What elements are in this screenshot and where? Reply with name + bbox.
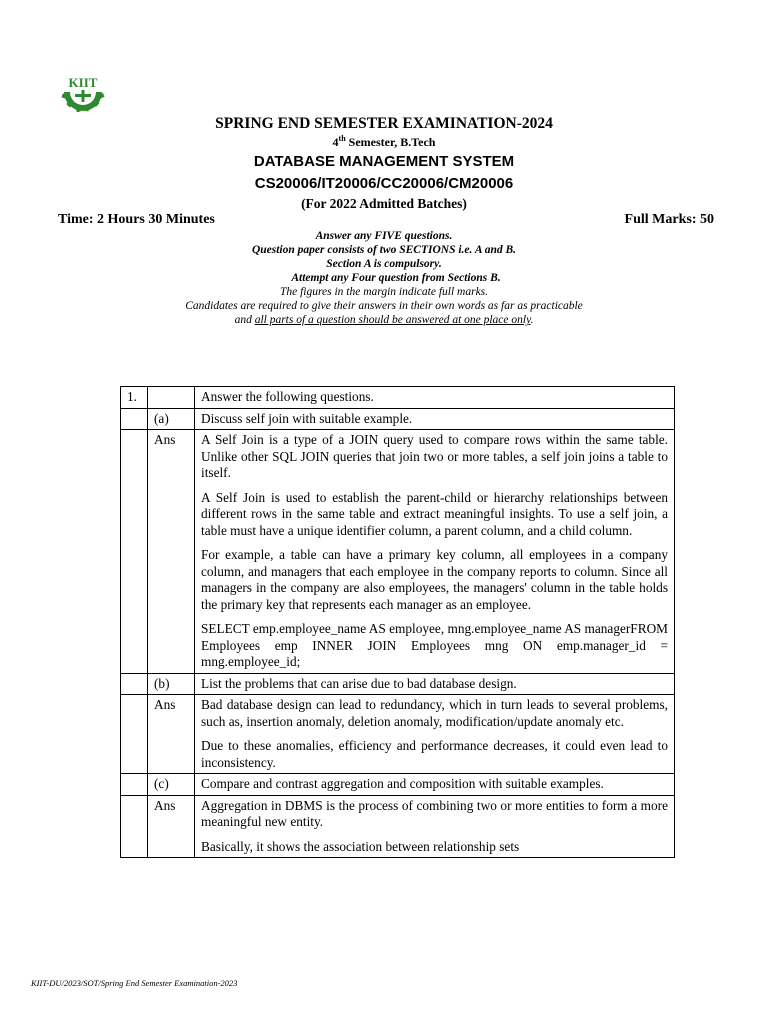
instruction-7	[0, 313, 768, 327]
answer-a	[195, 430, 675, 674]
empty-cell	[148, 387, 195, 409]
answer-paragraph: Basically, it shows the association between relationship sets	[201, 838, 520, 854]
answer-c	[195, 795, 675, 858]
full-marks: Full Marks: 50	[624, 212, 714, 227]
kiit-logo	[58, 72, 108, 112]
page-footer: KIIT-DU/2023/SOT/Spring End Semester Examination-2023	[31, 978, 238, 988]
time-marks-row	[58, 212, 714, 228]
answer-row	[121, 795, 675, 858]
empty-cell	[121, 795, 148, 858]
sql-query: SELECT emp.employee_name AS employee, mng.employee_name AS managerFROM Employees emp INNER JOIN Employees mng ON emp.manager_id = mng.employee_id;	[201, 621, 668, 669]
answer-row	[121, 695, 675, 774]
instruction-7-lead: and	[234, 314, 255, 326]
empty-cell	[121, 430, 148, 674]
subquestion-row	[121, 774, 675, 796]
question-row	[121, 387, 675, 409]
empty-cell	[121, 774, 148, 796]
answer-paragraph: For example, a table can have a primary key column, all employees in a company column, and managers that each employee in the company reports to column. Since all managers in the company are also employees, the managers' column in the table holds the primary key that represents each manager as an employee.	[201, 547, 668, 612]
subquestion-row	[121, 673, 675, 695]
instruction-1: Answer any FIVE questions.	[315, 230, 453, 242]
answer-paragraph: Aggregation in DBMS is the process of combining two or more entities to form a more meaningful new entity.	[201, 797, 668, 829]
subquestion-text-a: Discuss self join with suitable example.	[195, 408, 675, 430]
empty-cell	[121, 695, 148, 774]
answer-b	[195, 695, 675, 774]
instruction-7-underlined: all parts of a question should be answered at one place only	[254, 314, 531, 326]
exam-title: SPRING END SEMESTER EXAMINATION-2024	[215, 115, 553, 132]
instruction-7-end: .	[530, 314, 534, 326]
subquestion-label-b: (b)	[148, 673, 195, 695]
answer-paragraph: Bad database design can lead to redundancy, which in turn leads to several problems, such as, insertion anomaly, deletion anomaly, modification/update anomaly etc.	[201, 697, 668, 729]
answer-label: Ans	[148, 695, 195, 774]
semester-number: 4	[332, 135, 339, 149]
subquestion-row	[121, 408, 675, 430]
answer-paragraph: A Self Join is a type of a JOIN query used to compare rows within the same table. Unlike other SQL JOIN queries that join two or more tables, a self join joins a table to itself.	[201, 432, 668, 480]
question-table	[120, 386, 675, 858]
instruction-6: Candidates are required to give their answers in their own words as far as practicable	[185, 300, 583, 312]
empty-cell	[121, 673, 148, 695]
course-codes: CS20006/IT20006/CC20006/CM20006	[254, 175, 514, 192]
answer-row	[121, 430, 675, 674]
instruction-4: Attempt any Four question from Sections B.	[291, 272, 501, 284]
instruction-5: The figures in the margin indicate full marks.	[279, 286, 489, 298]
subquestion-label-c: (c)	[148, 774, 195, 796]
question-text: Answer the following questions.	[195, 387, 675, 409]
subquestion-label-a: (a)	[148, 408, 195, 430]
instruction-2: Question paper consists of two SECTIONS i.e. A and B.	[251, 244, 517, 256]
exam-time: Time: 2 Hours 30 Minutes	[58, 212, 215, 227]
semester-text: Semester, B.Tech	[345, 135, 436, 149]
instruction-3: Section A is compulsory.	[326, 258, 442, 270]
subquestion-text-b: List the problems that can arise due to bad database design.	[195, 673, 675, 695]
semester-suffix: th	[338, 134, 346, 143]
svg-text:KIIT: KIIT	[68, 75, 98, 90]
empty-cell	[121, 408, 148, 430]
answer-label: Ans	[148, 795, 195, 858]
question-number: 1.	[121, 387, 148, 409]
subquestion-text-c: Compare and contrast aggregation and composition with suitable examples.	[195, 774, 675, 796]
answer-paragraph: Due to these anomalies, efficiency and performance decreases, it could even lead to inconsistency.	[201, 738, 668, 770]
semester-line	[0, 134, 768, 150]
admitted-batches: (For 2022 Admitted Batches)	[301, 196, 467, 211]
answer-paragraph: A Self Join is used to establish the parent-child or hierarchy relationships between different rows in the same table and extract meaningful insights. To use a self join, a table must have a unique identifier column, a parent column, and a child column.	[201, 489, 668, 538]
answer-label: Ans	[148, 430, 195, 674]
subject-title: DATABASE MANAGEMENT SYSTEM	[253, 153, 515, 170]
